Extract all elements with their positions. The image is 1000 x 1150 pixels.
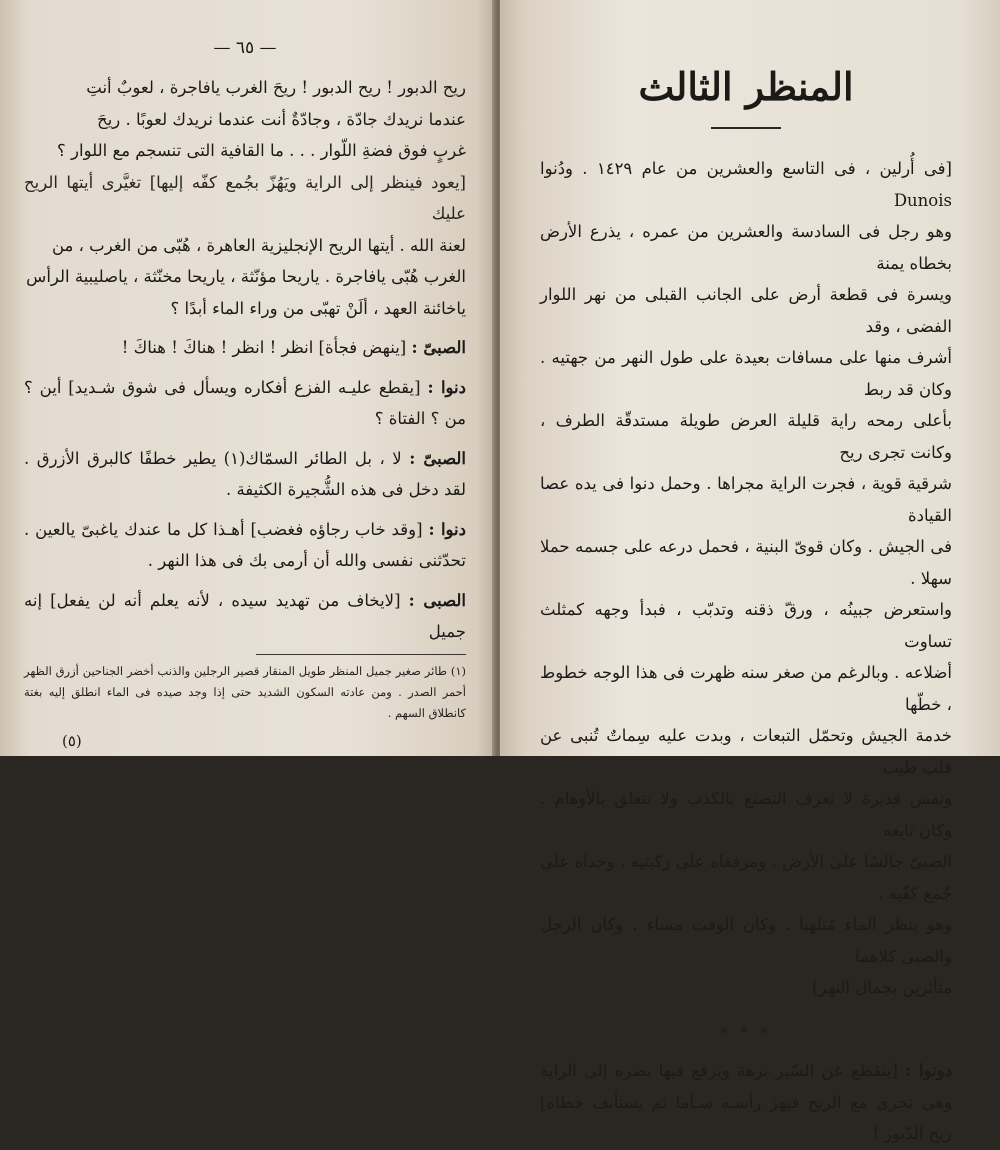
text-line: [يعود فينظر إلى الراية ويَهُزّ بجُمع كفّه إليها] تغيَّرى أيتها الريح عليك <box>24 172 466 223</box>
right-page <box>500 0 1000 1143</box>
dialogue-line <box>24 332 466 364</box>
text-line: الصبىّ جالسًا على الأرض ، ومرفقاه على ركبتيه ، وخداه على جُمع كفّيه ، <box>540 852 952 903</box>
text-line: ياخائنة العهد ، ألَنْ تهبّى من وراء الماء أبدًا ؟ <box>170 298 466 318</box>
dialogue-line <box>24 443 466 506</box>
dialogue-text: [ينقطع عن السّير برهة ويرفع فيها بصره إلى الراية وهى تجرى مع الريح فيهز رأسـه سـأما ثم يستأنف خطاه] ريح الدّبور ! <box>540 1061 952 1143</box>
text-line: وهو رجل فى السادسة والعشرين من عمره ، يذرع الأرض بخطاه يمنة <box>540 222 952 273</box>
dialogue-line <box>24 585 466 648</box>
speaker-name: الصبى : <box>408 590 466 610</box>
footnote: (١) طائر صغير جميل المنظر طويل المنقار قصير الرجلين والذنب أخضر الجناحين أزرق الظهر أحمر الصدر . ومن عادته السكون الشديد حتى إذا وجد صيده فى الماء انطلق إليه بغتة كانطلاق السهم . <box>24 663 466 720</box>
text-line: ريح الدبور ! ريح الدبور ! ريحَ الغرب يافاجرة ، لعوبٌ أنتِ <box>86 78 466 97</box>
text-line: ونفس قديرة لا تعرف التصنع بالكذب ولا تتعلق بالأوهام . وكان تابعه <box>540 789 952 840</box>
dialogue-text: [وقد خاب رجاؤه فغضب] أهـذا كل ما عندك ياغبىّ يالعين . تحدّثنى نفسى والله أن أرمى بك فى هذا النهر . <box>24 519 466 570</box>
dialogue-text: [يقطع عليـه الفزع أفكاره ويسأل فى شوق شـديد] أين ؟ من ؟ الفتاة ؟ <box>24 377 466 428</box>
signature-number: (٥) <box>62 732 82 750</box>
speaker-name: دنوا : <box>428 519 466 539</box>
text-line: أضلاعه . وبالرغم من صغر سنه ظهرت فى هذا الوجه خطوط ، خطّها <box>540 663 952 714</box>
dialogue-text: لا ، بل الطائر السمّاك(١) يطير خطفًا كالبرق الأزرق . لقد دخل فى هذه الشُّجيرة الكثيفة . <box>24 448 466 499</box>
text-line: متأثرين بجمال النهر] <box>812 978 952 997</box>
section-separator: * * * <box>719 1023 773 1042</box>
text-line: وهو ينظر الماء مُتلهيا . وكان الوقت مساء . وكان الرجل والصبى كلاهما <box>540 915 952 966</box>
text-line: واستعرض جبينُه ، ورقّ ذقنه وتدبّب ، فبدأ وجهه كمثلث تساوت <box>540 600 952 651</box>
left-page <box>0 0 496 756</box>
dialogue-text: [لايخاف من تهديد سيده ، لأنه يعلم أنه لن يفعل] إنه جميل <box>24 590 466 641</box>
text-line: بأعلى رمحه راية قليلة العرض طويلة مستدقّة الطرف ، وكانت تجرى ريح <box>540 411 952 462</box>
text-line: الغرب هُبّى يافاجرة . ياريحا مؤنّثة ، ياريحا مخنّثة ، ياصليبية الرأس <box>26 267 466 286</box>
speaker-name: دونوا : <box>905 1061 953 1080</box>
dialogue-line <box>24 514 466 577</box>
text-line: شرقية قوية ، فجرت الراية مجراها . وحمل دنوا فى يده عصا القيادة <box>540 474 952 525</box>
text-line: غربٍ فوق فضةِ اللّوار . . . ما القافية التى تنسجم مع اللوار ؟ <box>57 141 466 160</box>
text-line: عندما نريدك جادّة ، وجادّةٌ أنت عندما نريدك لعوبًا . ريحَ <box>97 109 466 129</box>
text-line: لعنة الله . أيتها الريح الإنجليزية العاهرة ، هُبّى من الغرب ، من <box>51 235 466 255</box>
page-number: — ٦٥ — <box>213 38 277 58</box>
dialogue-line <box>540 1055 952 1150</box>
dialogue-line <box>24 372 466 435</box>
left-body <box>24 72 466 648</box>
text-line: أشرف منها على مسافات بعيدة على طول النهر من جهتيه . وكان قد ربط <box>540 348 952 399</box>
scene-title: المنظر الثالث <box>638 64 854 109</box>
speaker-name: الصبىّ : <box>409 448 466 468</box>
text-line: [فى أُرلين ، فى التاسع والعشرين من عام ١٤٢٩ . ودُنوا Dunois <box>540 159 952 210</box>
right-body <box>540 153 952 1150</box>
speaker-name: الصبىّ : <box>411 338 466 357</box>
dialogue-text: [ينهض فجأة] انظر ! انظر ! هناكَ ! هناكَ ! <box>121 338 407 357</box>
text-line: خدمة الجيش وتحمّل التبعات ، وبدت عليه سِماتٌ تُنبى عن قلب طيب <box>540 726 952 777</box>
footnote-divider <box>256 654 466 655</box>
speaker-name: دنوا : <box>427 377 466 397</box>
title-divider <box>711 127 781 129</box>
text-line: فى الجيش . وكان قوىّ البنية ، فحمل درعه على جسمه حملا سهلا . <box>540 537 952 588</box>
text-line: ويسرة فى قطعة أرض على الجانب القبلى من نهر اللوار الفضى ، وقد <box>540 285 952 336</box>
